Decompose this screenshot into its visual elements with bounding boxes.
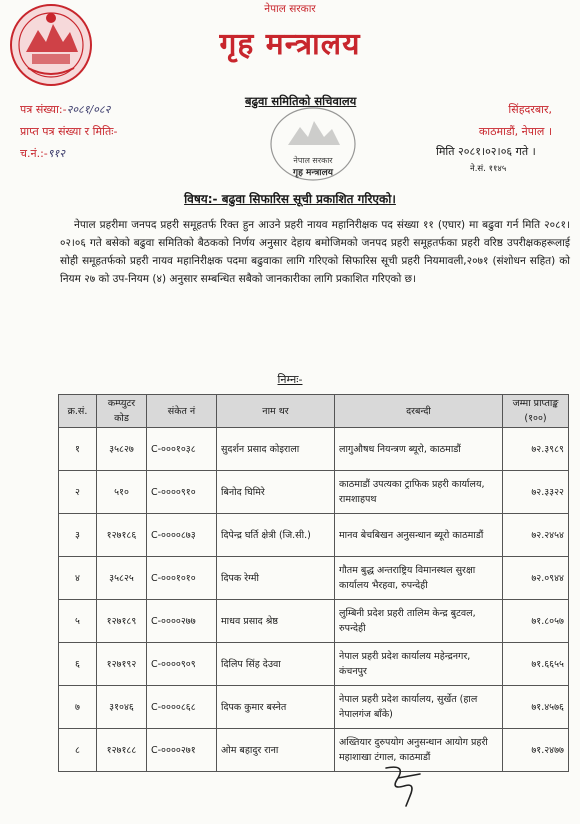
letter-meta [20, 99, 117, 165]
reference-number: ने.सं. ११४५ [470, 164, 507, 174]
header-name: नाम थर [217, 395, 335, 428]
cell-posting: गौतम बुद्ध अन्तराष्ट्रिय विमानस्थल सुरक्षा कार्यालय भैरहवा, रुपन्देही [335, 557, 503, 600]
table-row [59, 471, 569, 514]
cell-symbol-no: C-००००८६८ [147, 686, 217, 729]
cell-serial: १ [59, 428, 97, 471]
subject-line [0, 190, 580, 207]
table-row [59, 729, 569, 772]
header-total-score: जम्मा प्राप्ताङ्क (१००) [503, 395, 569, 428]
secretariat-name: बढुवा समितिको सचिवालय [245, 94, 357, 108]
cell-symbol-no: C-००००८७३ [147, 514, 217, 557]
cell-serial: ३ [59, 514, 97, 557]
letter-no-value: २०८१/०८२ [66, 103, 111, 116]
cell-computer-code: १२७१८६ [97, 514, 147, 557]
cell-computer-code: १२७१८८ [97, 729, 147, 772]
seal-text-government: नेपाल सरकार [293, 156, 333, 165]
ministry-title: गृह मन्त्रालय [219, 27, 361, 62]
cell-posting: अख्तियार दुरुपयोग अनुसन्धान आयोग प्रहरी महाशाखा टंगाल, काठमाडौं [335, 729, 503, 772]
address-line-1: सिंहदरबार, [508, 103, 552, 116]
dispatch-value: ९१२ [47, 147, 65, 160]
signature-mark [376, 760, 432, 808]
cell-name: बिनोद घिमिरे [217, 471, 335, 514]
table-row [59, 600, 569, 643]
cell-serial: ५ [59, 600, 97, 643]
address-line-2: काठमाडौं, नेपाल । [478, 125, 552, 138]
official-seal-stamp [268, 105, 358, 183]
cell-score: ७२.३३२२ [503, 471, 569, 514]
cell-serial: ७ [59, 686, 97, 729]
date-line: मिति २०८१।०२।०६ गते । [436, 145, 536, 158]
cell-symbol-no: C-००००२७१ [147, 729, 217, 772]
cell-computer-code: ३५८२५ [97, 557, 147, 600]
cell-score: ७१.८०५७ [503, 600, 569, 643]
cell-posting: नेपाल प्रहरी प्रदेश कार्यालय महेन्द्रनगर, कंचनपुर [335, 643, 503, 686]
header-symbol-no: संकेत नं [147, 395, 217, 428]
cell-posting: नेपाल प्रहरी प्रदेश कार्यालय, सुर्खेत (हाल नेपालगंज बाँके) [335, 686, 503, 729]
table-row [59, 643, 569, 686]
cell-name: दिलिप सिंह देउवा [217, 643, 335, 686]
cell-score: ७१.६६५५ [503, 643, 569, 686]
cell-score: ७१.४५७६ [503, 686, 569, 729]
cell-symbol-no: C-०००१०३८ [147, 428, 217, 471]
cell-name: दिपक कुमार बस्नेत [217, 686, 335, 729]
header-serial: क्र.सं. [59, 395, 97, 428]
cell-computer-code: ३५८२७ [97, 428, 147, 471]
cell-computer-code: ५१० [97, 471, 147, 514]
header-computer-code: कम्प्युटर कोड [97, 395, 147, 428]
government-name: नेपाल सरकार [264, 3, 316, 15]
cell-symbol-no: C-००००९१० [147, 471, 217, 514]
cell-score: ७२.३९८९ [503, 428, 569, 471]
cell-posting: काठमाडौं उपत्यका ट्राफिक प्रहरी कार्यालय, रामशाहपथ [335, 471, 503, 514]
cell-computer-code: १२७१८९ [97, 600, 147, 643]
dispatch-label: च.नं.:- [20, 147, 48, 160]
cell-posting: लागुऔषध नियन्त्रण ब्यूरो, काठमाडौं [335, 428, 503, 471]
office-address [479, 99, 552, 143]
table-row [59, 428, 569, 471]
cell-name: सुदर्शन प्रसाद कोइराला [217, 428, 335, 471]
cell-symbol-no: C-००००२७७ [147, 600, 217, 643]
table-header-row [59, 395, 569, 428]
cell-serial: ६ [59, 643, 97, 686]
table-row [59, 686, 569, 729]
cell-score: ७२.२४५४ [503, 514, 569, 557]
cell-score: ७२.०९४४ [503, 557, 569, 600]
cell-posting: मानव बेचबिखन अनुसन्धान ब्यूरो काठमाडौं [335, 514, 503, 557]
table-row [59, 557, 569, 600]
cell-symbol-no: C-००००९०९ [147, 643, 217, 686]
cell-serial: ४ [59, 557, 97, 600]
header-posting: दरबन्दी [335, 395, 503, 428]
cell-score: ७१.२४७७ [503, 729, 569, 772]
cell-serial: २ [59, 471, 97, 514]
cell-name: दिपक रेग्मी [217, 557, 335, 600]
letter-no-label: पत्र संख्या:- [20, 103, 67, 116]
body-paragraph: नेपाल प्रहरीमा जनपद प्रहरी समूहतर्फ रिक्त हुन आउने प्रहरी नायव महानिरीक्षक पद संख्या ११ (एघार) मा बढुवा गर्न मिति २०८१।०२।०६ गते बसेको बढुवा समितिको बैठकको निर्णय अनुसार देहाय बमोजिमको जनपद प्रहरी समूहतर्फका प्रहरी वरिष्ठ उपरीक्षकहरूलाई सोही समूहतर्फको प्रहरी नायव महानिरीक्षक पदमा बढुवाका लागि गरिएको सिफारिस सूची प्रहरी नियमावली,२०७१ (संशोधन सहित) को नियम २७ को उप-नियम (४) अनुसार सम्बन्धित सबैको जानकारीका लागि प्रकाशित गरिएको छ। [60, 219, 570, 285]
cell-symbol-no: C-०००१०१० [147, 557, 217, 600]
cell-name: दिपेन्द्र घर्ति क्षेत्री (जि.सी.) [217, 514, 335, 557]
cell-computer-code: १२७१९२ [97, 643, 147, 686]
seal-text-ministry: गृह मन्त्रालय [293, 168, 333, 178]
cell-name: ओम बहादुर राना [217, 729, 335, 772]
table-row [59, 514, 569, 557]
cell-posting: लुम्बिनी प्रदेश प्रहरी तालिम केन्द्र बुटवल, रुपन्देही [335, 600, 503, 643]
subject-text: विषय:- बढुवा सिफारिस सूची प्रकाशित गरिएको। [184, 192, 396, 206]
cell-name: माधव प्रसाद श्रेष्ठ [217, 600, 335, 643]
cell-computer-code: ३१०४६ [97, 686, 147, 729]
cell-serial: ८ [59, 729, 97, 772]
table-caption: निम्नः- [277, 373, 303, 386]
received-label: प्राप्त पत्र संख्या र मितिः- [20, 125, 118, 138]
recommendation-table [58, 394, 569, 772]
